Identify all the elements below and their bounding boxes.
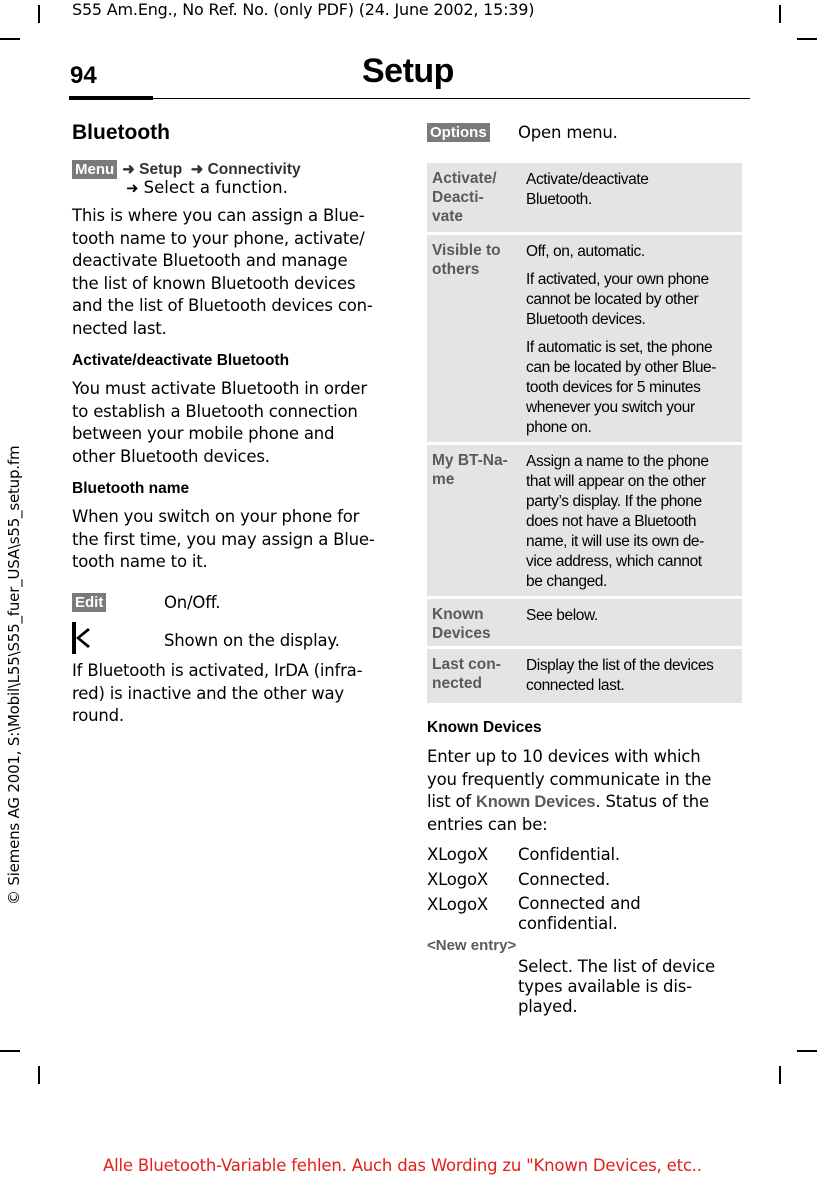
desc-paragraph	[526, 338, 738, 438]
subheading-activate: Activate/deactivate Bluetooth	[72, 352, 290, 369]
desc-line: Bluetooth devices.	[526, 311, 646, 328]
options-row	[427, 122, 490, 142]
label-line: Known	[432, 606, 484, 623]
text-line: deactivate Bluetooth and manage	[72, 251, 348, 270]
crop-mark	[797, 1050, 817, 1052]
text-line: and the list of Bluetooth devices con-	[72, 296, 373, 315]
edit-row	[72, 592, 106, 612]
header-rule	[153, 98, 750, 99]
edit-description: On/Off.	[164, 593, 221, 612]
desc-line: connected last.	[526, 677, 625, 694]
page-title: Setup	[362, 52, 454, 90]
text-line: tooth name to your phone, activate/	[72, 228, 365, 248]
option-description	[526, 242, 738, 446]
subheading-bluetooth-name: Bluetooth name	[72, 480, 190, 497]
crop-mark	[779, 1066, 781, 1084]
edit-softkey[interactable]: Edit	[72, 593, 106, 612]
label-line: Deacti-	[432, 189, 484, 206]
desc-paragraph	[526, 452, 738, 592]
header-rule-thick	[69, 96, 153, 100]
status-value: Connected.	[518, 870, 611, 889]
option-label	[432, 655, 514, 693]
text-line: entries can be:	[427, 814, 548, 834]
activate-paragraph	[72, 378, 397, 468]
label-line: Visible to	[432, 242, 501, 259]
crop-mark	[38, 5, 40, 23]
text-line: the list of known Bluetooth devices	[72, 273, 356, 293]
option-row-bt-name	[427, 445, 742, 596]
menu-path-line-1	[122, 161, 300, 178]
text-line: types available is dis-	[518, 977, 692, 996]
options-description: Open menu.	[518, 123, 618, 142]
option-description	[526, 170, 738, 218]
known-devices-term: Known Devices	[476, 793, 596, 811]
option-label	[432, 169, 514, 226]
option-row-visible	[427, 235, 742, 442]
desc-line: Display the list of the devices	[526, 657, 714, 674]
text-line: other Bluetooth devices.	[72, 446, 270, 466]
desc-line: party’s display. If the phone	[526, 493, 702, 510]
desc-line: If automatic is set, the phone	[526, 339, 713, 356]
text-line: confidential.	[518, 914, 618, 933]
option-row-last-connected	[427, 649, 742, 703]
text-line: This is where you can assign a Blue-	[72, 206, 365, 225]
desc-paragraph	[526, 242, 738, 262]
desc-paragraph	[526, 270, 738, 330]
text-line: Enter up to 10 devices with which	[427, 747, 701, 766]
menu-path-line-2	[126, 178, 288, 197]
text-fragment: . Status of the	[595, 792, 709, 811]
status-key: XLogoX	[427, 895, 488, 914]
desc-line: can be located by other Blue-	[526, 359, 717, 376]
crop-mark	[0, 1050, 20, 1052]
desc-line: that will appear on the other	[526, 473, 706, 490]
desc-line: Off, on, automatic.	[526, 243, 645, 260]
label-line: Last con-	[432, 656, 501, 673]
status-value: Confidential.	[518, 845, 620, 864]
label-line: My BT-Na-	[432, 452, 508, 469]
new-entry-label: <New entry>	[427, 937, 517, 954]
label-line: others	[432, 261, 480, 278]
crop-mark	[38, 1066, 40, 1084]
option-description	[526, 452, 738, 600]
new-entry-description	[518, 957, 715, 1017]
footer-note: Alle Bluetooth-Variable fehlen. Auch das Wording zu "Known Devices, etc..	[103, 1156, 702, 1175]
option-description	[526, 656, 738, 704]
text-line: red) is inactive and the other way	[72, 683, 344, 703]
arrow-right-icon: ➜	[122, 161, 135, 178]
desc-line: cannot be located by other	[526, 291, 699, 308]
desc-line: Assign a name to the phone	[526, 453, 709, 470]
desc-line: phone on.	[526, 419, 592, 436]
menu-path-connectivity: Connectivity	[207, 161, 301, 178]
desc-paragraph	[526, 656, 738, 696]
text-line: Select. The list of device	[518, 957, 715, 976]
status-key: XLogoX	[427, 870, 488, 889]
text-line: tooth name to it.	[72, 552, 208, 571]
desc-line: Bluetooth.	[526, 191, 592, 208]
arrow-right-icon: ➜	[186, 161, 204, 178]
file-info-line: S55 Am.Eng., No Ref. No. (only PDF) (24. June 2002, 15:39)	[72, 0, 535, 19]
text-line: nected last.	[72, 318, 167, 338]
crop-mark	[779, 5, 781, 23]
menu-softkey[interactable]: Menu	[72, 160, 117, 179]
option-row-known-devices	[427, 599, 742, 646]
label-line: vate	[432, 208, 464, 225]
irda-paragraph	[72, 660, 397, 728]
copyright-sidebar: © Siemens AG 2001, S:\Mobil\L55\S55_fuer_USA\s55_setup.fm	[5, 445, 23, 905]
text-line: the first time, you may assign a Blue-	[72, 529, 375, 549]
bluetooth-display-icon	[72, 622, 92, 658]
arrow-right-icon: ➜	[126, 179, 139, 197]
known-devices-paragraph	[427, 746, 747, 836]
desc-paragraph	[526, 170, 738, 210]
text-line: between your mobile phone and	[72, 424, 335, 443]
section-heading-bluetooth: Bluetooth	[72, 121, 170, 144]
option-label	[432, 241, 514, 279]
options-softkey[interactable]: Options	[427, 123, 490, 142]
crop-mark	[0, 38, 20, 40]
desc-line: name, it will use its own de-	[526, 533, 704, 550]
desc-paragraph	[526, 606, 738, 626]
status-value	[518, 894, 641, 934]
option-label	[432, 605, 514, 643]
label-line: me	[432, 471, 455, 488]
text-line: to establish a Bluetooth connection	[72, 401, 358, 421]
page-number: 94	[70, 62, 97, 89]
desc-line: whenever you switch your	[526, 399, 695, 416]
subheading-known-devices: Known Devices	[427, 719, 542, 736]
option-description	[526, 606, 738, 634]
label-line: nected	[432, 675, 482, 692]
desc-line: Activate/deactivate	[526, 171, 649, 188]
label-line: Devices	[432, 625, 491, 642]
status-key: XLogoX	[427, 845, 488, 864]
option-label	[432, 451, 514, 489]
desc-line: be changed.	[526, 573, 607, 590]
desc-line: vice address, which cannot	[526, 553, 702, 570]
menu-path	[72, 159, 392, 179]
menu-path-select: Select a function.	[143, 178, 288, 197]
crop-mark	[797, 38, 817, 40]
text-line: You must activate Bluetooth in order	[72, 379, 367, 398]
name-paragraph	[72, 506, 397, 574]
text-fragment: list of	[427, 792, 477, 811]
icon-description: Shown on the display.	[164, 631, 340, 650]
text-line: When you switch on your phone for	[72, 507, 360, 526]
desc-line: See below.	[526, 607, 598, 624]
text-line: If Bluetooth is activated, IrDA (infra-	[72, 661, 363, 680]
text-line: played.	[518, 997, 578, 1016]
desc-line: tooth devices for 5 minutes	[526, 379, 701, 396]
text-line: round.	[72, 706, 124, 725]
menu-path-setup: Setup	[139, 161, 183, 178]
label-line: Activate/	[432, 170, 497, 187]
desc-line: If activated, your own phone	[526, 271, 709, 288]
option-row-activate	[427, 163, 742, 232]
text-line	[427, 791, 747, 814]
intro-paragraph	[72, 205, 397, 340]
desc-line: does not have a Bluetooth	[526, 513, 697, 530]
text-line: Connected and	[518, 894, 641, 913]
text-line: you frequently communicate in the	[427, 769, 712, 789]
